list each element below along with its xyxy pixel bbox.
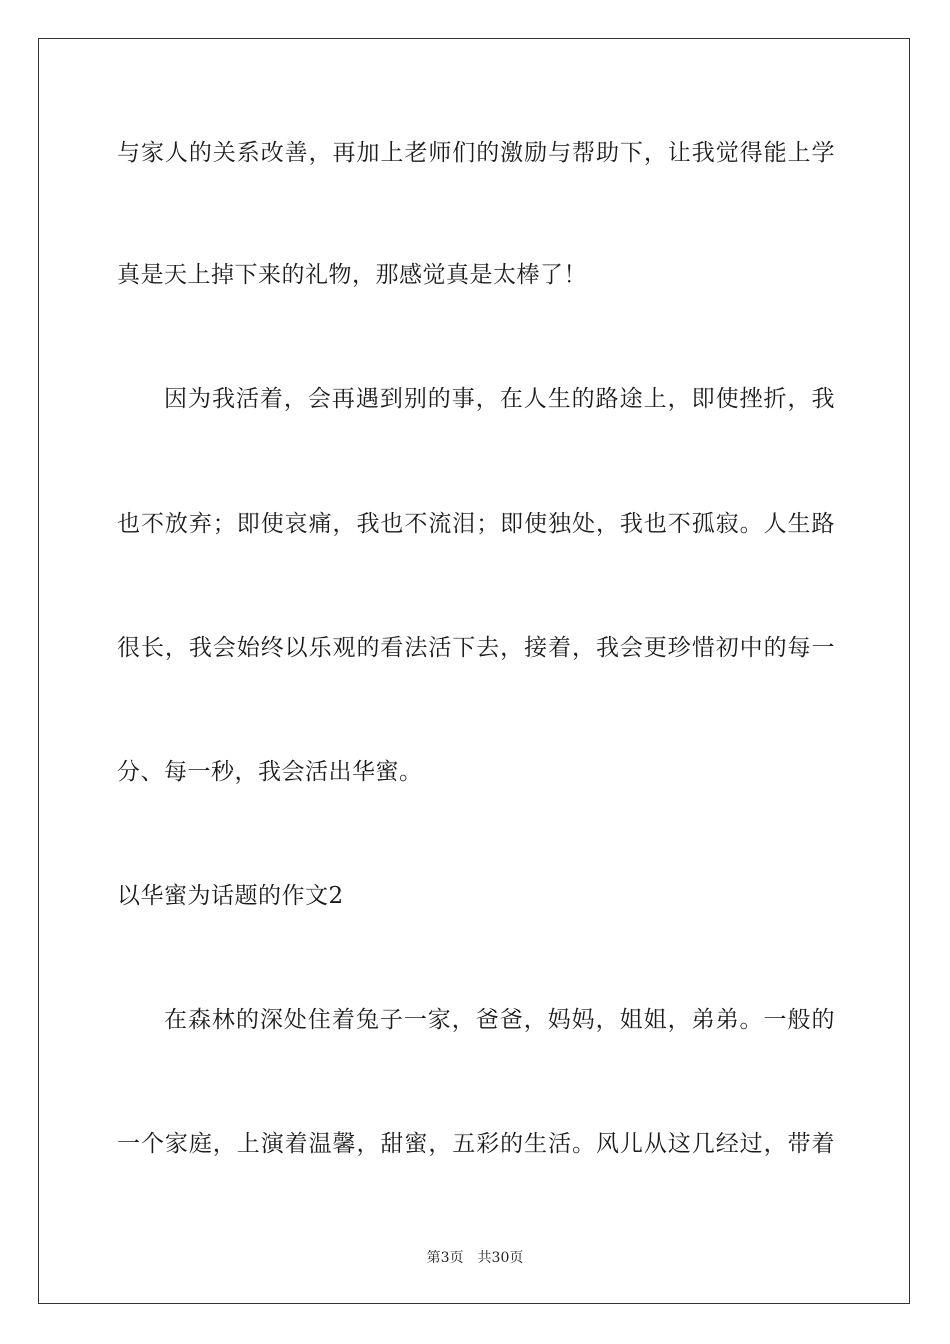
text-line-2: 真是天上掉下来的礼物，那感觉真是太棒了！	[117, 262, 587, 288]
page-border	[38, 38, 910, 1304]
text-line-6: 分、每一秒，我会活出华蜜。	[117, 759, 423, 785]
page-number: 第3页	[426, 1250, 464, 1266]
text-line-8: 一个家庭，上演着温馨，甜蜜，五彩的生活。风儿从这几经过，带着	[117, 1131, 835, 1157]
text-line-1: 与家人的关系改善，再加上老师们的激励与帮助下，让我觉得能上学	[117, 140, 835, 166]
text-line-3: 因为我活着，会再遇到别的事，在人生的路途上，即使挫折，我	[164, 386, 835, 412]
text-line-7: 在森林的深处住着兔子一家，爸爸，妈妈，姐姐，弟弟。一般的	[164, 1007, 835, 1033]
section-heading: 以华蜜为话题的作文2	[117, 883, 344, 909]
text-line-4: 也不放弃；即使哀痛，我也不流泪；即使独处，我也不孤寂。人生路	[117, 511, 835, 537]
text-line-5: 很长，我会始终以乐观的看法活下去，接着，我会更珍惜初中的每一	[117, 635, 835, 661]
total-pages: 共30页	[477, 1250, 524, 1266]
page-footer	[0, 1247, 950, 1267]
